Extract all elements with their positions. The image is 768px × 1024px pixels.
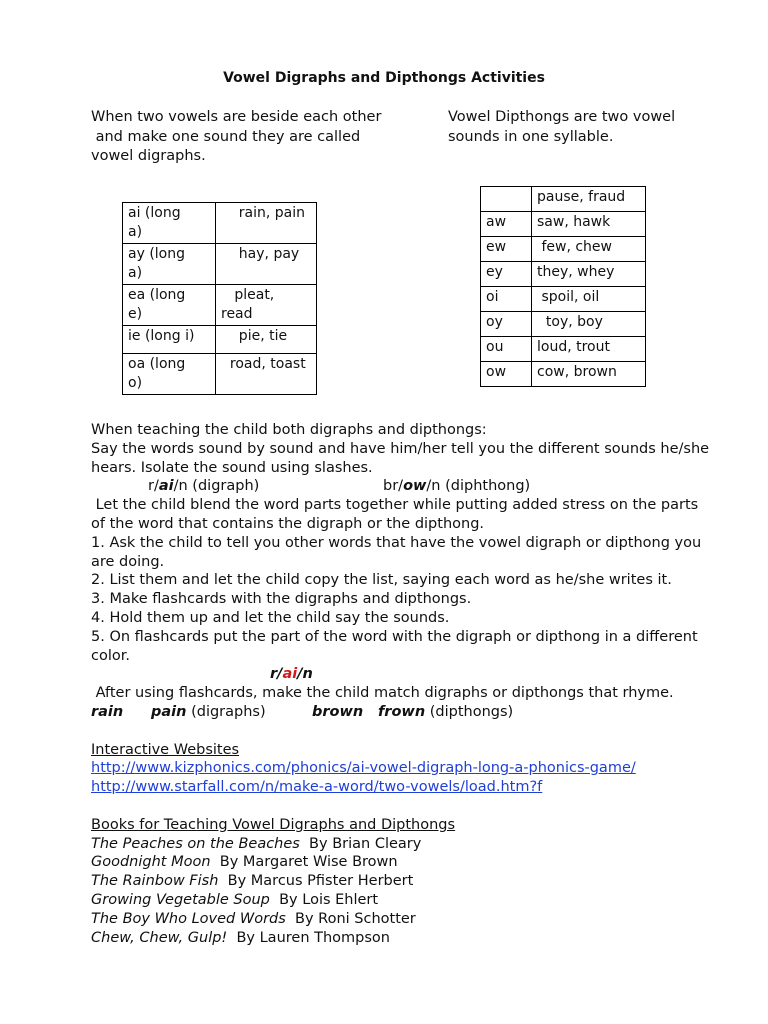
book-title: The Peaches on the Beaches: [91, 835, 300, 852]
rhyme-type: (digraphs): [186, 703, 266, 720]
text-line: When teaching the child both digraphs and dipthongs:: [91, 422, 487, 438]
text-line: 3. Make flashcards with the digraphs and dipthongs.: [91, 591, 472, 608]
table-cell: aw: [481, 212, 532, 237]
text-line: Say the words sound by sound and have him/her tell you the different sounds he/she: [91, 440, 710, 457]
table-row: [481, 312, 646, 337]
text-line: and make one sound they are called: [91, 128, 361, 145]
text-line: vowel digraphs.: [91, 148, 206, 164]
list-item: [91, 835, 731, 854]
table-cell: pleat, read: [216, 285, 317, 326]
table-row: [123, 354, 317, 395]
table-row: [481, 362, 646, 387]
text-line: After using flashcards, make the child match digraphs or dipthongs that rhyme.: [91, 685, 674, 702]
spacer: [91, 797, 731, 816]
books-heading: Books for Teaching Vowel Digraphs and Dipthongs: [91, 816, 456, 833]
table-cell: spoil, oil: [532, 287, 646, 312]
example-part: r/: [270, 666, 283, 683]
text-line: 4. Hold them up and let the child say the sounds.: [91, 609, 450, 626]
table-cell: oa (long o): [123, 354, 216, 395]
rhyme-word: brown: [312, 703, 364, 720]
book-title: The Rainbow Fish: [91, 873, 219, 890]
text-line: 2. List them and let the child copy the list, saying each word as he/she writes it.: [91, 572, 672, 589]
book-title: Growing Vegetable Soup: [91, 891, 270, 908]
dipthong-definition: [448, 108, 675, 147]
rhyme-word: rain: [91, 703, 124, 720]
text-line: 5. On flashcards put the part of the word with the digraph or dipthong in a different: [91, 628, 698, 645]
spacer: [91, 722, 731, 741]
table-cell: pie, tie: [216, 326, 317, 354]
text-line: of the word that contains the digraph or the dipthong.: [91, 515, 485, 532]
table-cell: ou: [481, 337, 532, 362]
text-line: hears. Isolate the sound using slashes.: [91, 459, 373, 476]
digraph-table: [122, 202, 317, 395]
table-cell: oi: [481, 287, 532, 312]
book-author: By Roni Schotter: [285, 910, 416, 927]
table-cell: oy: [481, 312, 532, 337]
dipthong-table: [480, 186, 646, 387]
example-part: /n (digraph): [173, 478, 260, 495]
table-row: [481, 237, 646, 262]
list-item: [91, 910, 731, 929]
book-title: Goodnight Moon: [91, 854, 211, 871]
table-cell: ew: [481, 237, 532, 262]
list-item: [91, 872, 731, 891]
book-author: By Marcus Pfister Herbert: [218, 873, 414, 890]
table-cell: saw, hawk: [532, 212, 646, 237]
table-row: [481, 337, 646, 362]
table-row: [123, 326, 317, 354]
table-cell: ay (long a): [123, 244, 216, 285]
book-author: By Lois Ehlert: [269, 891, 379, 908]
table-row: [123, 244, 317, 285]
table-cell: hay, pay: [216, 244, 317, 285]
teaching-instructions: [91, 421, 731, 947]
text-line: color.: [91, 647, 130, 664]
starfall-link[interactable]: http://www.starfall.com/n/make-a-word/two-vowels/load.htm?f: [91, 779, 543, 796]
table-cell: [481, 187, 532, 212]
table-cell: toy, boy: [532, 312, 646, 337]
rhyme-type: (dipthongs): [425, 703, 514, 720]
table-cell: they, whey: [532, 262, 646, 287]
rain-example: [270, 665, 313, 684]
table-cell: rain, pain: [216, 203, 317, 244]
text-line: sounds in one syllable.: [448, 128, 614, 145]
example-part: br/: [383, 478, 404, 495]
table-cell: ea (long e): [123, 285, 216, 326]
table-row: [481, 262, 646, 287]
example-vowels: ai: [158, 478, 174, 495]
page-title: Vowel Digraphs and Dipthongs Activities: [223, 70, 545, 86]
table-row: [481, 187, 646, 212]
table-cell: ow: [481, 362, 532, 387]
slash-examples: [91, 477, 731, 496]
list-item: [91, 853, 731, 872]
book-author: By Margaret Wise Brown: [210, 854, 398, 871]
example-vowels: ai: [282, 666, 298, 683]
table-row: [481, 212, 646, 237]
table-cell: pause, fraud: [532, 187, 646, 212]
table-cell: few, chew: [532, 237, 646, 262]
kizphonics-link[interactable]: http://www.kizphonics.com/phonics/ai-vowel-digraph-long-a-phonics-game/: [91, 760, 636, 777]
text-line: 1. Ask the child to tell you other words that have the vowel digraph or dipthong you: [91, 534, 702, 551]
table-row: [481, 287, 646, 312]
text-line: When two vowels are beside each other: [91, 109, 382, 125]
websites-heading: Interactive Websites: [91, 741, 240, 758]
digraph-example: [148, 477, 259, 496]
book-author: By Lauren Thompson: [227, 929, 390, 946]
book-author: By Brian Cleary: [299, 835, 422, 852]
example-part: /n: [297, 666, 313, 683]
rhyme-word: frown: [378, 703, 426, 720]
text-line: Let the child blend the word parts together while putting added stress on the parts: [91, 497, 699, 514]
book-title: Chew, Chew, Gulp!: [91, 929, 228, 946]
dipthong-example: [383, 477, 530, 496]
table-cell: ey: [481, 262, 532, 287]
example-part: r/: [148, 478, 159, 495]
text-line: are doing.: [91, 553, 165, 570]
example-vowels: ow: [403, 478, 427, 495]
rhyme-example: [91, 703, 731, 722]
table-cell: cow, brown: [532, 362, 646, 387]
digraph-definition: [91, 108, 381, 167]
table-row: [123, 203, 317, 244]
table-cell: ai (long a): [123, 203, 216, 244]
flashcard-example: [91, 665, 731, 684]
list-item: [91, 929, 731, 948]
table-row: [123, 285, 317, 326]
rhyme-word: pain: [151, 703, 187, 720]
book-title: The Boy Who Loved Words: [91, 910, 286, 927]
list-item: [91, 891, 731, 910]
example-part: /n (diphthong): [426, 478, 531, 495]
table-cell: loud, trout: [532, 337, 646, 362]
table-cell: road, toast: [216, 354, 317, 395]
table-cell: ie (long i): [123, 326, 216, 354]
text-line: Vowel Dipthongs are two vowel: [448, 109, 676, 125]
